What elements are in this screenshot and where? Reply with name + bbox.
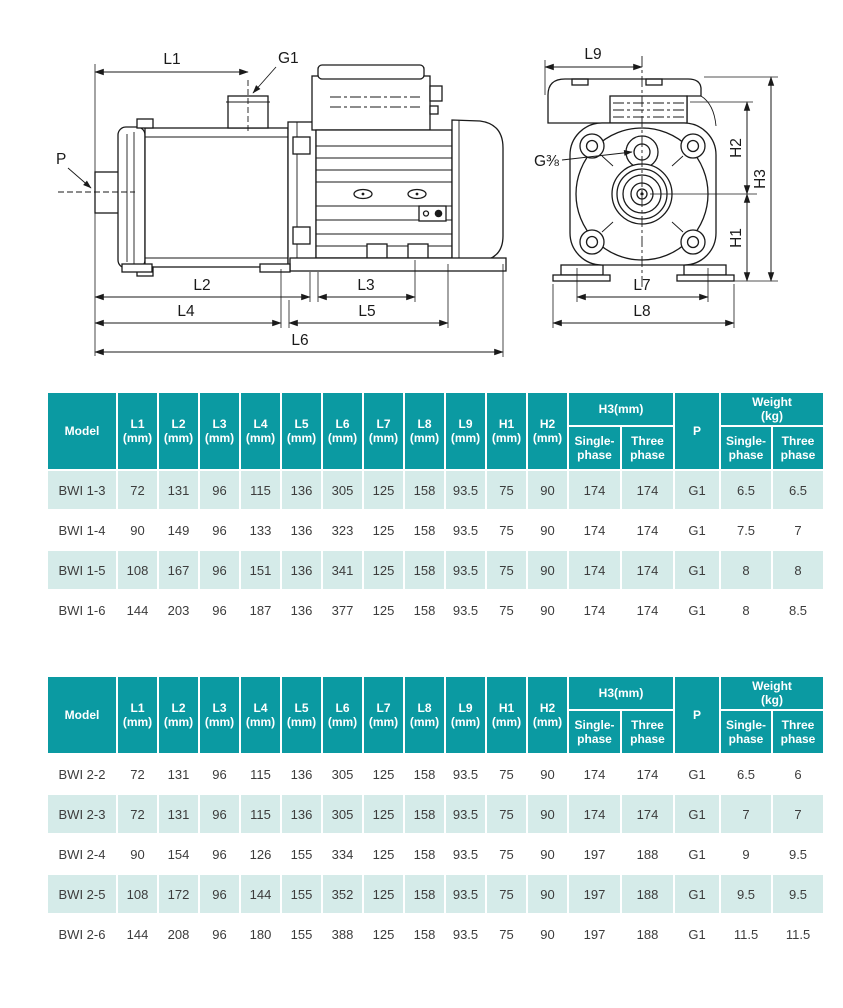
cell: 96 [200, 511, 239, 549]
cell: 108 [118, 875, 157, 913]
table-row [48, 591, 823, 629]
cell: 90 [528, 795, 567, 833]
table-row [48, 835, 823, 873]
cell: 352 [323, 875, 362, 913]
table-row [48, 551, 823, 589]
cell: 126 [241, 835, 280, 873]
cell: 174 [569, 551, 620, 589]
cell: 174 [622, 591, 673, 629]
group-header-h3: H3(mm) [569, 393, 673, 425]
dim-label-l8: L8 [633, 303, 651, 320]
cell: 90 [118, 835, 157, 873]
col-header-l4: L4 (mm) [241, 677, 280, 753]
dim-label-g1: G1 [278, 50, 299, 67]
dim-label-l6: L6 [291, 332, 309, 349]
col-header-l1: L1 (mm) [118, 677, 157, 753]
cell: 174 [569, 471, 620, 509]
cell: 72 [118, 755, 157, 793]
cell: G1 [675, 875, 719, 913]
cell: 388 [323, 915, 362, 953]
cell: 96 [200, 915, 239, 953]
bwi2-table-wrapper [46, 675, 825, 955]
cell: 158 [405, 471, 444, 509]
table-row [48, 755, 823, 793]
dim-label-p: P [56, 151, 67, 168]
cell: 158 [405, 755, 444, 793]
cell: 158 [405, 875, 444, 913]
col-header-l5: L5 (mm) [282, 677, 321, 753]
cell: 96 [200, 591, 239, 629]
cell: 90 [528, 755, 567, 793]
cell: 93.5 [446, 795, 485, 833]
cell: 93.5 [446, 915, 485, 953]
cell: G1 [675, 755, 719, 793]
cell: 174 [622, 471, 673, 509]
cell: 72 [118, 471, 157, 509]
cell: 93.5 [446, 511, 485, 549]
cell: 334 [323, 835, 362, 873]
cell: 9.5 [721, 875, 771, 913]
cell: 125 [364, 795, 403, 833]
cell: 174 [569, 755, 620, 793]
cell: 197 [569, 875, 620, 913]
cell: 341 [323, 551, 362, 589]
cell: 136 [282, 471, 321, 509]
cell-model: BWI 2-4 [48, 835, 116, 873]
cell: 93.5 [446, 551, 485, 589]
group-header-weight: Weight (kg) [721, 393, 823, 425]
cell: 75 [487, 511, 526, 549]
cell: 305 [323, 755, 362, 793]
col-header-model: Model [48, 393, 116, 469]
cell: 6 [773, 755, 823, 793]
cell: 158 [405, 795, 444, 833]
cell-model: BWI 1-3 [48, 471, 116, 509]
col-header-l7: L7 (mm) [364, 393, 403, 469]
cell: 75 [487, 551, 526, 589]
cell: G1 [675, 471, 719, 509]
cell: 125 [364, 915, 403, 953]
cell-model: BWI 1-4 [48, 511, 116, 549]
cell: 125 [364, 471, 403, 509]
cell: 96 [200, 551, 239, 589]
table-row [48, 471, 823, 509]
dim-label-l4: L4 [177, 303, 195, 320]
col-header-l6: L6 (mm) [323, 393, 362, 469]
cell: 197 [569, 915, 620, 953]
cell: G1 [675, 591, 719, 629]
cell: 11.5 [773, 915, 823, 953]
cell: 90 [528, 551, 567, 589]
cell: G1 [675, 915, 719, 953]
cell: 90 [528, 875, 567, 913]
cell: 6.5 [773, 471, 823, 509]
col-header-l2: L2 (mm) [159, 393, 198, 469]
table-row [48, 511, 823, 549]
subheader-weight-three-phase: Three phase [773, 711, 823, 753]
cell: 136 [282, 795, 321, 833]
cell: 93.5 [446, 755, 485, 793]
subheader-h3-three-phase: Three phase [622, 711, 673, 753]
cell: 9 [721, 835, 771, 873]
dim-label-h1: H1 [728, 228, 745, 248]
dim-label-l1: L1 [163, 51, 181, 68]
subheader-h3-single-phase: Single-phase [569, 427, 620, 469]
cell: 7 [773, 511, 823, 549]
cell: 8 [721, 551, 771, 589]
cell: 96 [200, 471, 239, 509]
cell: 72 [118, 795, 157, 833]
cell: 75 [487, 591, 526, 629]
cell: 180 [241, 915, 280, 953]
cell-model: BWI 1-6 [48, 591, 116, 629]
cell: 11.5 [721, 915, 771, 953]
cell: 136 [282, 755, 321, 793]
dim-label-l3: L3 [357, 277, 375, 294]
subheader-weight-three-phase: Three phase [773, 427, 823, 469]
cell: 115 [241, 471, 280, 509]
cell: 158 [405, 511, 444, 549]
bwi1-spec-table [46, 391, 825, 631]
cell: 158 [405, 915, 444, 953]
cell: 174 [622, 755, 673, 793]
group-header-weight: Weight (kg) [721, 677, 823, 709]
cell: 6.5 [721, 471, 771, 509]
cell: 93.5 [446, 835, 485, 873]
cell: 7 [721, 795, 771, 833]
cell: 8 [721, 591, 771, 629]
bwi2-spec-table [46, 675, 825, 955]
cell-model: BWI 1-5 [48, 551, 116, 589]
cell: G1 [675, 835, 719, 873]
cell: G1 [675, 511, 719, 549]
cell: 377 [323, 591, 362, 629]
cell: 188 [622, 835, 673, 873]
cell: 9.5 [773, 835, 823, 873]
cell: 131 [159, 795, 198, 833]
cell: 133 [241, 511, 280, 549]
cell: 75 [487, 755, 526, 793]
subheader-h3-single-phase: Single-phase [569, 711, 620, 753]
cell: 323 [323, 511, 362, 549]
cell: 155 [282, 875, 321, 913]
cell: 131 [159, 471, 198, 509]
cell-model: BWI 2-6 [48, 915, 116, 953]
cell: 96 [200, 835, 239, 873]
table-row [48, 915, 823, 953]
col-header-l9: L9 (mm) [446, 677, 485, 753]
cell: 136 [282, 591, 321, 629]
cell: 154 [159, 835, 198, 873]
cell: 7.5 [721, 511, 771, 549]
cell: 144 [118, 591, 157, 629]
col-header-l2: L2 (mm) [159, 677, 198, 753]
col-header-l7: L7 (mm) [364, 677, 403, 753]
subheader-h3-three-phase: Three phase [622, 427, 673, 469]
dim-label-l9: L9 [584, 46, 602, 63]
cell: 75 [487, 915, 526, 953]
cell: 90 [528, 511, 567, 549]
cell: 90 [528, 835, 567, 873]
cell-model: BWI 2-3 [48, 795, 116, 833]
pump-front-view [534, 46, 778, 328]
table-row [48, 875, 823, 913]
cell: 93.5 [446, 471, 485, 509]
col-header-l4: L4 (mm) [241, 393, 280, 469]
col-header-l3: L3 (mm) [200, 677, 239, 753]
col-header-model: Model [48, 677, 116, 753]
cell: 167 [159, 551, 198, 589]
cell: 151 [241, 551, 280, 589]
cell: 174 [622, 795, 673, 833]
cell: 75 [487, 795, 526, 833]
cell: 136 [282, 551, 321, 589]
cell: 96 [200, 875, 239, 913]
col-header-l8: L8 (mm) [405, 677, 444, 753]
cell: 305 [323, 471, 362, 509]
col-header-h2: H2 (mm) [528, 677, 567, 753]
cell: 125 [364, 835, 403, 873]
bwi1-table-wrapper [46, 391, 825, 631]
subheader-weight-single-phase: Single-phase [721, 711, 771, 753]
cell: 187 [241, 591, 280, 629]
cell: 158 [405, 591, 444, 629]
cell: 188 [622, 875, 673, 913]
cell: 149 [159, 511, 198, 549]
cell: 172 [159, 875, 198, 913]
cell: 75 [487, 835, 526, 873]
cell: 158 [405, 551, 444, 589]
dim-label-l7: L7 [633, 277, 651, 294]
col-header-p: P [675, 677, 719, 753]
cell: 93.5 [446, 875, 485, 913]
cell: 174 [569, 591, 620, 629]
dim-label-l2: L2 [193, 277, 211, 294]
cell: 158 [405, 835, 444, 873]
col-header-l9: L9 (mm) [446, 393, 485, 469]
cell: 174 [569, 511, 620, 549]
cell: 7 [773, 795, 823, 833]
cell: 115 [241, 755, 280, 793]
cell: 155 [282, 915, 321, 953]
col-header-l8: L8 (mm) [405, 393, 444, 469]
cell: 8 [773, 551, 823, 589]
cell: 90 [528, 471, 567, 509]
cell: 8.5 [773, 591, 823, 629]
table-row [48, 795, 823, 833]
cell: 90 [528, 591, 567, 629]
col-header-h1: H1 (mm) [487, 393, 526, 469]
cell: 90 [118, 511, 157, 549]
cell: 125 [364, 511, 403, 549]
cell: 197 [569, 835, 620, 873]
cell: 203 [159, 591, 198, 629]
cell: 75 [487, 875, 526, 913]
cell: 174 [569, 795, 620, 833]
cell: 125 [364, 875, 403, 913]
subheader-weight-single-phase: Single-phase [721, 427, 771, 469]
col-header-l6: L6 (mm) [323, 677, 362, 753]
cell: 115 [241, 795, 280, 833]
cell: 174 [622, 511, 673, 549]
cell: 144 [118, 915, 157, 953]
dim-label-h3: H3 [752, 169, 769, 189]
cell-model: BWI 2-2 [48, 755, 116, 793]
cell: 131 [159, 755, 198, 793]
cell: 136 [282, 511, 321, 549]
cell: 93.5 [446, 591, 485, 629]
col-header-l3: L3 (mm) [200, 393, 239, 469]
cell: 75 [487, 471, 526, 509]
cell: 155 [282, 835, 321, 873]
col-header-p: P [675, 393, 719, 469]
cell: 6.5 [721, 755, 771, 793]
cell: 9.5 [773, 875, 823, 913]
cell: 305 [323, 795, 362, 833]
cell: 108 [118, 551, 157, 589]
cell: 144 [241, 875, 280, 913]
cell: 90 [528, 915, 567, 953]
dim-label-h2: H2 [728, 138, 745, 158]
col-header-l1: L1 (mm) [118, 393, 157, 469]
col-header-l5: L5 (mm) [282, 393, 321, 469]
cell: G1 [675, 795, 719, 833]
col-header-h1: H1 (mm) [487, 677, 526, 753]
cell: 96 [200, 755, 239, 793]
group-header-h3: H3(mm) [569, 677, 673, 709]
cell: 208 [159, 915, 198, 953]
cell: 125 [364, 755, 403, 793]
pump-side-view [56, 50, 506, 357]
cell: 174 [622, 551, 673, 589]
cell: 188 [622, 915, 673, 953]
dimension-diagram [0, 0, 843, 382]
dim-label-g38: G⅜ [534, 153, 559, 170]
cell-model: BWI 2-5 [48, 875, 116, 913]
dim-label-l5: L5 [358, 303, 376, 320]
cell: G1 [675, 551, 719, 589]
col-header-h2: H2 (mm) [528, 393, 567, 469]
cell: 125 [364, 591, 403, 629]
cell: 125 [364, 551, 403, 589]
cell: 96 [200, 795, 239, 833]
